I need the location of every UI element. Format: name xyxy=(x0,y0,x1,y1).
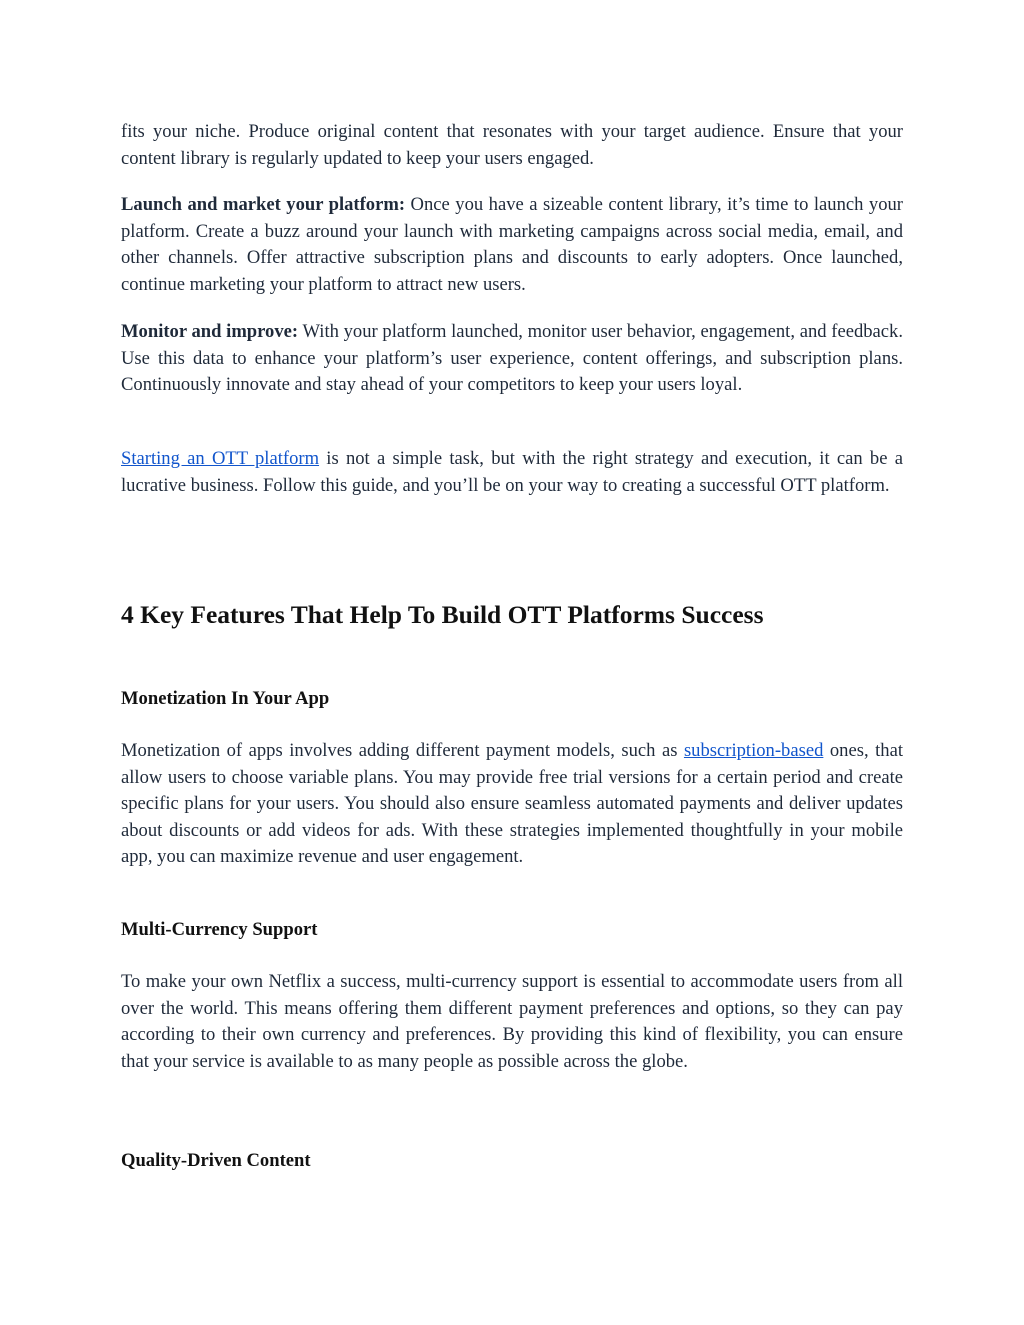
monetization-text-before: Monetization of apps involves adding different payment models, such as xyxy=(121,740,684,761)
monetization-heading: Monetization In Your App xyxy=(121,688,330,709)
launch-lead: Launch and market your platform: xyxy=(121,194,406,215)
multicurrency-paragraph: To make your own Netflix a success, multi-currency support is essential to accommodate users from all over the world. This means offering them different payment preferences and options, so they can pay according to their own currency and preferences. By providing this kind of flexibility, you can ensure that your service is available to as many people as possible across the globe. xyxy=(121,971,903,1072)
monetization-text-after: ones, that allow users to choose variable plans. You may provide free trial versions for a certain period and create specific plans for your users. You should also ensure seamless automated payments and deliver updates about discounts or add videos for ads. With these strategies implemented thoughtfully in your mobile app, you can maximize revenue and user engagement. xyxy=(121,740,903,867)
closing-paragraph xyxy=(121,446,903,499)
monitor-lead: Monitor and improve: xyxy=(121,321,299,342)
intro-paragraph: fits your niche. Produce original content that resonates with your target audience. Ensure that your content library is regularly updated to keep your users engaged. xyxy=(121,121,903,169)
subscription-based-link[interactable]: subscription-based xyxy=(683,740,824,761)
monitor-text: With your platform launched, monitor user behavior, engagement, and feedback. Use this data to enhance your platform’s user experience, content offerings, and subscription plans. Continuously innovate and stay ahead of your competitors to keep your users loyal. xyxy=(121,321,903,395)
starting-ott-link[interactable]: Starting an OTT platform xyxy=(121,448,320,469)
monitor-paragraph xyxy=(121,319,903,399)
monetization-paragraph xyxy=(121,738,903,871)
launch-paragraph xyxy=(121,192,903,298)
launch-text: Once you have a sizeable content library, it’s time to launch your platform. Create a buzz around your launch with marketing campaigns across social media, email, and other channels. Offer attractive subscription plans and discounts to early adopters. Once launched, continue marketing your platform to attract new users. xyxy=(121,194,904,295)
quality-heading: Quality-Driven Content xyxy=(121,1150,311,1171)
closing-text: is not a simple task, but with the right strategy and execution, it can be a lucrative business. Follow this guide, and you’ll be on your way to creating a successful OTT platform. xyxy=(121,448,903,496)
multicurrency-heading: Multi-Currency Support xyxy=(121,919,318,940)
section-heading: 4 Key Features That Help To Build OTT Platforms Success xyxy=(121,600,764,629)
